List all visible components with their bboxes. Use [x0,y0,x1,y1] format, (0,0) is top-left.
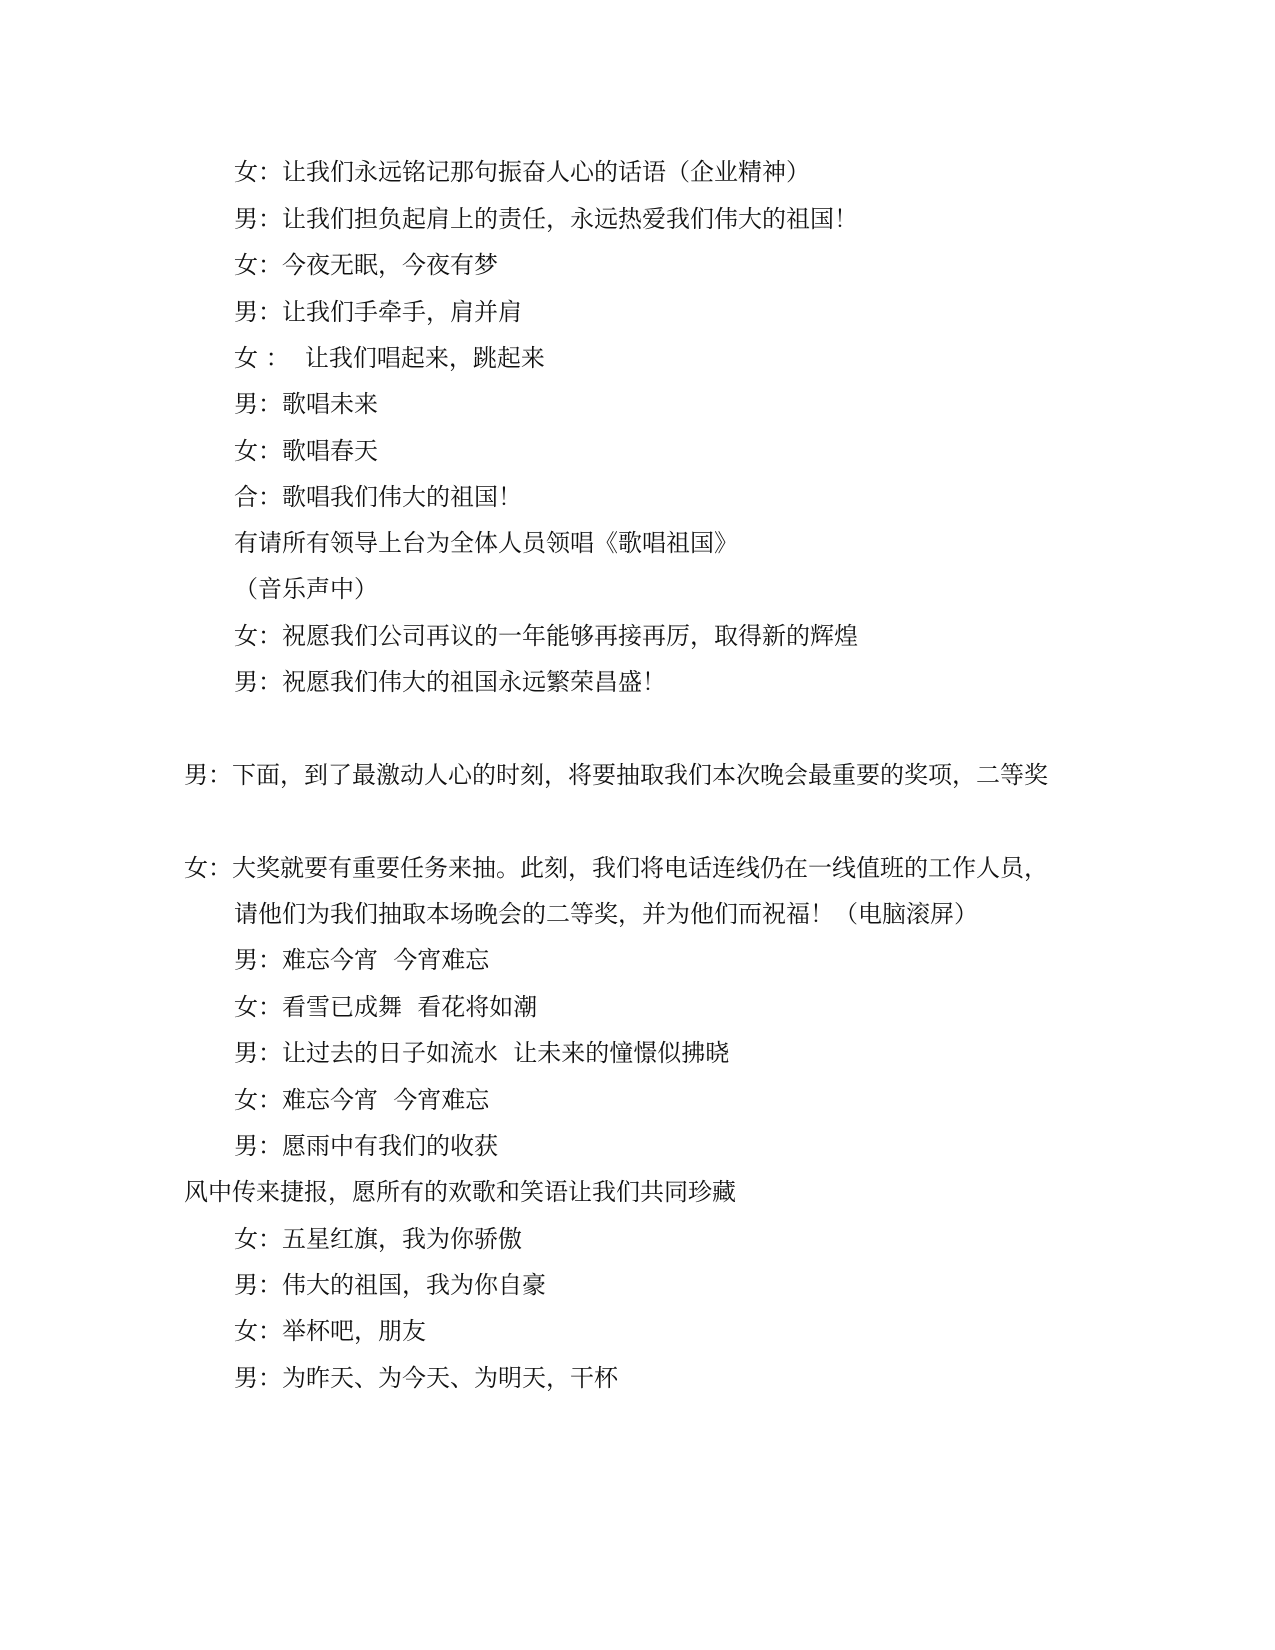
dialogue-line-male: 男：愿雨中有我们的收获 [234,1132,498,1160]
dialogue-line-female: 女：今夜无眠，今夜有梦 [234,251,498,279]
dialogue-line-female: 女：让我们永远铭记那句振奋人心的话语（企业精神） [234,158,810,186]
dialogue-line-female: 女：举杯吧，朋友 [234,1317,426,1345]
stage-direction: （音乐声中） [234,575,378,603]
dialogue-line-female: 女：祝愿我们公司再议的一年能够再接再厉，取得新的辉煌 [234,622,858,650]
dialogue-line-male: 男：让过去的日子如流水 让未来的憧憬似拂晓 [234,1039,730,1067]
dialogue-line-male: 男：下面，到了最激动人心的时刻，将要抽取我们本次晚会最重要的奖项，二等奖 [184,761,1048,789]
dialogue-line-male: 男：难忘今宵 今宵难忘 [234,946,490,974]
dialogue-continuation: 请他们为我们抽取本场晚会的二等奖，并为他们而祝福！（电脑滚屏） [234,900,978,928]
dialogue-line-female: 女：难忘今宵 今宵难忘 [234,1086,490,1114]
dialogue-line-female: 女：歌唱春天 [234,437,378,465]
dialogue-line-male: 男：歌唱未来 [234,390,378,418]
dialogue-continuation: 风中传来捷报，愿所有的欢歌和笑语让我们共同珍藏 [184,1178,736,1206]
dialogue-line-male: 男：让我们手牵手，肩并肩 [234,298,522,326]
stage-instruction: 有请所有领导上台为全体人员领唱《歌唱祖国》 [234,529,738,557]
dialogue-line-female: 女：五星红旗，我为你骄傲 [234,1225,522,1253]
dialogue-line-together: 合：歌唱我们伟大的祖国！ [234,483,522,511]
dialogue-line-male: 男：让我们担负起肩上的责任，永远热爱我们伟大的祖国！ [234,205,858,233]
dialogue-line-male: 男：为昨天、为今天、为明天，干杯 [234,1364,618,1392]
dialogue-line-male: 男：伟大的祖国，我为你自豪 [234,1271,546,1299]
dialogue-line-female: 女：大奖就要有重要任务来抽。此刻，我们将电话连线仍在一线值班的工作人员， [184,854,1048,882]
dialogue-line-female: 女 ： 让我们唱起来，跳起来 [234,344,545,372]
dialogue-line-male: 男：祝愿我们伟大的祖国永远繁荣昌盛！ [234,668,666,696]
dialogue-line-female: 女：看雪已成舞 看花将如潮 [234,993,538,1021]
